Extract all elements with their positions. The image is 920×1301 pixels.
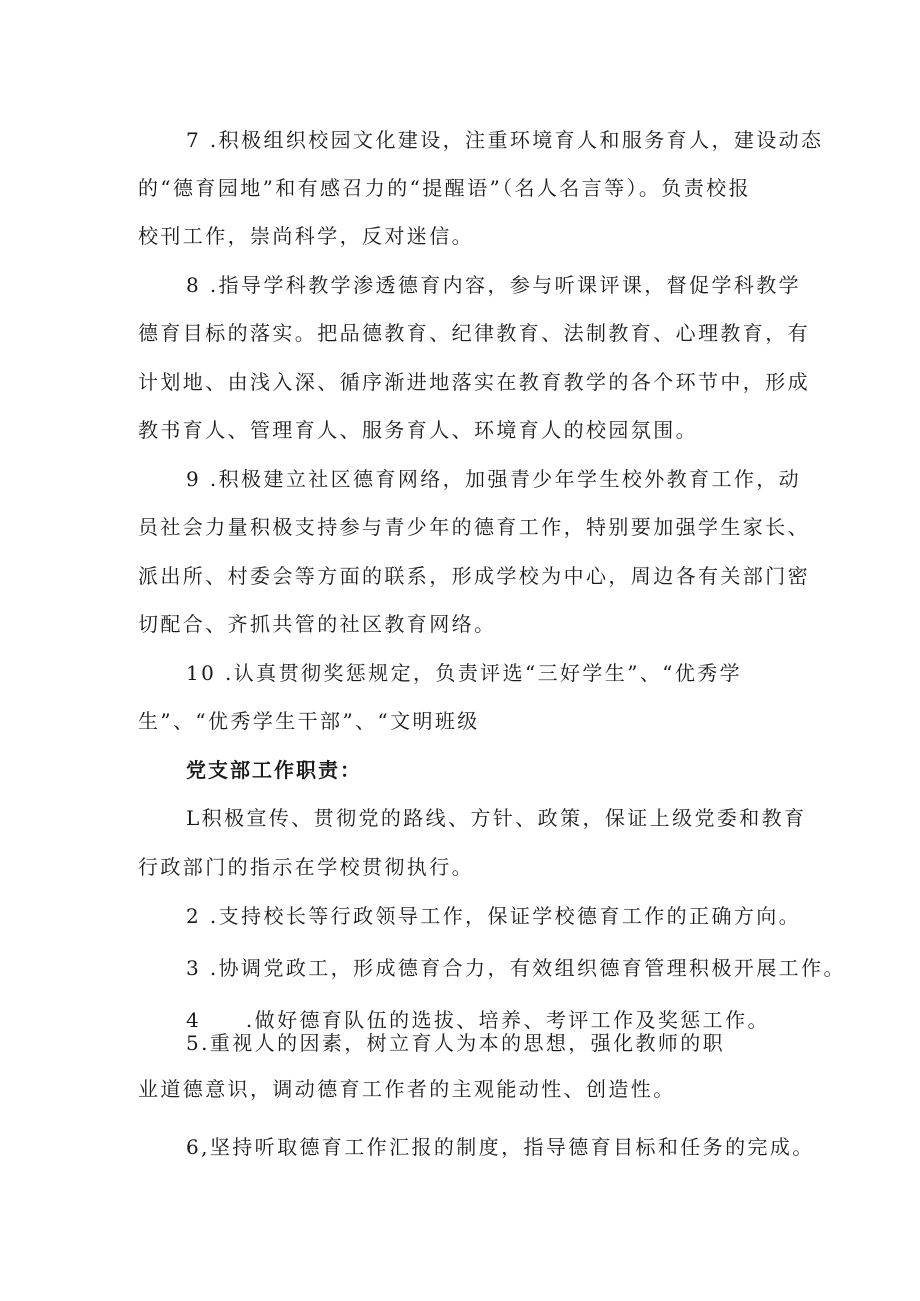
paragraph-7-line-2: 的“德育园地”和有感召力的“提醒语”（名人名言等）。负责校报 [138, 176, 751, 200]
paragraph-8-line-2: 德育目标的落实。把品德教育、纪律教育、法制教育、心理教育，有 [138, 321, 810, 345]
party-item-1-line-1: L积极宣传、贯彻党的路线、方针、政策，保证上级党委和教育 [186, 806, 807, 830]
party-item-4: 4 .做好德育队伍的选拔、培养、考评工作及奖惩工作。 [186, 1008, 770, 1032]
paragraph-9-line-2: 员社会力量积极支持参与青少年的德育工作，特别要加强学生家长、 [138, 515, 810, 539]
party-item-5-line-1: 5.重视人的因素，树立育人为本的思想，强化教师的职 [186, 1031, 726, 1055]
paragraph-9-line-3: 派出所、村委会等方面的联系，形成学校为中心，周边各有关部门密 [138, 564, 810, 588]
paragraph-10-line-1: 10 .认真贯彻奖惩规定，负责评选“三好学生”、“优秀学 [186, 661, 743, 685]
section-heading: 党支部工作职责： [186, 758, 362, 782]
party-item-2: 2 .支持校长等行政领导工作，保证学校德育工作的正确方向。 [186, 904, 802, 928]
paragraph-10-line-2: 生”、“优秀学生干部”、“文明班级 [138, 709, 480, 733]
paragraph-8-line-3: 计划地、由浅入深、循序渐进地落实在教育教学的各个环节中，形成 [138, 370, 810, 394]
paragraph-9-line-4: 切配合、齐抓共管的社区教育网络。 [138, 612, 497, 636]
paragraph-8-line-1: 8 .指导学科教学渗透德育内容，参与听课评课，督促学科教学 [186, 273, 802, 297]
paragraph-7-line-1: 7 .积极组织校园文化建设，注重环境育人和服务育人，建设动态 [186, 128, 824, 152]
party-item-5-line-2: 业道德意识，调动德育工作者的主观能动性、创造性。 [138, 1077, 676, 1101]
paragraph-7-line-3: 校刊工作，崇尚科学，反对迷信。 [138, 224, 474, 248]
party-item-6: 6,坚持听取德育工作汇报的制度，指导德育目标和任务的完成。 [186, 1135, 815, 1159]
party-item-1-line-2: 行政部门的指示在学校贯彻执行。 [138, 855, 474, 879]
paragraph-9-line-1: 9 .积极建立社区德育网络，加强青少年学生校外教育工作，动 [186, 467, 802, 491]
paragraph-8-line-4: 教书育人、管理育人、服务育人、环境育人的校园氛围。 [138, 418, 698, 442]
party-item-3: 3 .协调党政工，形成德育合力，有效组织德育管理积极开展工作。 [186, 956, 846, 980]
